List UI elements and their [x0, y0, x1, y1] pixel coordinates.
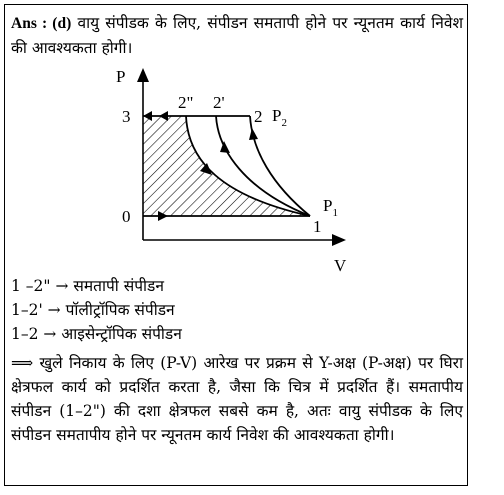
answer-prefix: Ans : (d): [11, 15, 72, 32]
x-axis-arrowhead: [332, 234, 346, 246]
x-axis-label: V: [334, 256, 347, 275]
arrow-icon: →: [47, 301, 61, 319]
point-label-2-prime: 2': [213, 93, 225, 112]
legend-desc: समतापी संपीडन: [73, 277, 164, 295]
legend-code: 1–2: [11, 325, 39, 343]
legend-code: 1–2': [11, 301, 43, 319]
intro-text: वायु संपीडक के लिए, संपीडन समतापी होने पर न्यूनतम कार्य निवेश की आवश्यकता होगी।: [11, 14, 463, 57]
point-label-1: 1: [313, 217, 322, 236]
legend-code: 1 –2": [11, 277, 51, 295]
point-label-p1: $P_1$: [323, 196, 338, 219]
implies-icon: ⟹: [11, 354, 34, 372]
point-label-2-double-prime: 2": [178, 93, 194, 112]
work-area-hatch: [143, 116, 310, 216]
legend-desc: आइसेन्ट्रॉपिक संपीडन: [61, 325, 182, 343]
legend-desc: पॉलीट्रॉपिक संपीडन: [65, 301, 175, 319]
arrow-icon: →: [55, 277, 69, 295]
point-label-2: 2: [254, 107, 263, 126]
y-axis-label: P: [116, 67, 126, 86]
tick-label-3: 3: [122, 107, 131, 126]
arrow-icon: →: [43, 325, 57, 343]
arrow-curve-polytropic: [220, 141, 230, 153]
tick-label-0: 0: [122, 207, 131, 226]
explanation-text: खुले निकाय के लिए (P-V) आरेख पर प्रक्रम से Y-अक्ष (P-अक्ष) पर घिरा क्षेत्रफल कार्य को प्रदर्शित करता है, जैसा कि चित्र में प्रदर्शित हैं। समतापीय संपीडन (1–2") की दशा क्षेत्रफल सबसे कम है, अतः वायु संपीडक के लिए संपीडन समतापीय होने पर न्यूनतम कार्य निवेश की आवश्यकता होगी।: [11, 354, 463, 444]
arrow-curve-isentropic: [249, 128, 258, 140]
y-axis-arrowhead: [137, 68, 149, 82]
point-label-p2: $P_2$: [272, 106, 287, 129]
